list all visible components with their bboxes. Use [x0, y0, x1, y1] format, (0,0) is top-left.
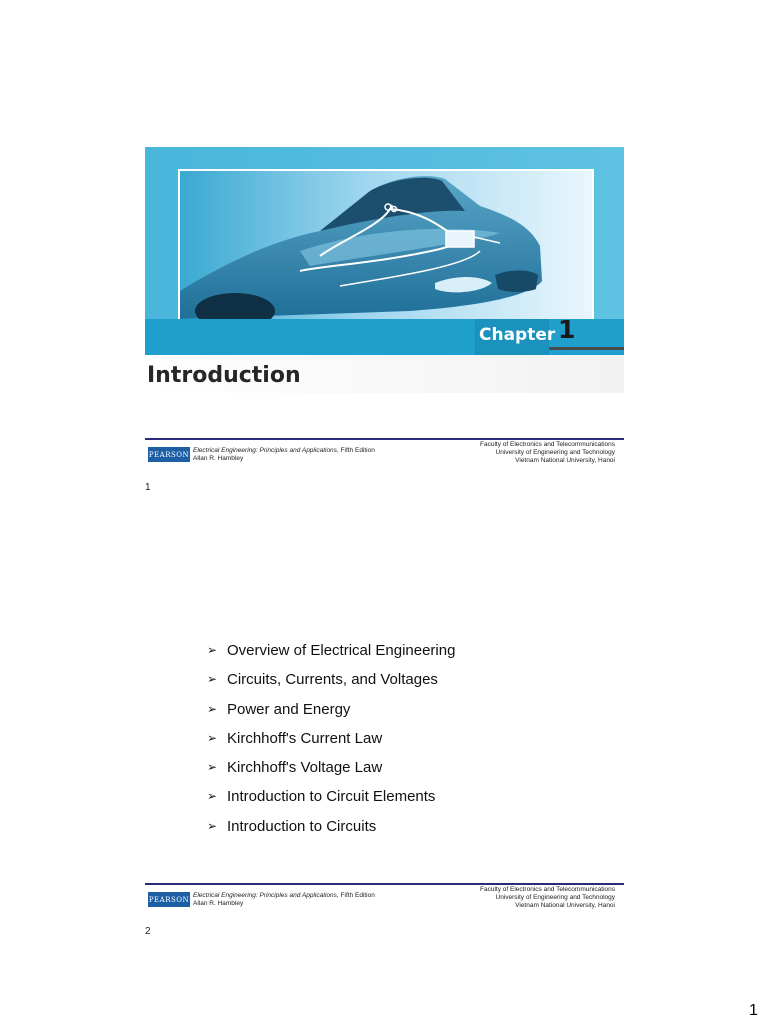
slide-2 [145, 590, 624, 920]
arrow-bullet-icon: ➢ [207, 730, 218, 745]
national-university-line: Vietnam National University, Hanoi [515, 457, 615, 464]
list-item [207, 753, 455, 782]
faculty-info [480, 441, 615, 465]
slide-1-page-number: 1 [145, 482, 151, 493]
list-item [207, 812, 455, 841]
faculty-info [480, 886, 615, 910]
list-item [207, 782, 455, 811]
university-line: University of Engineering and Technology [495, 449, 615, 456]
list-item-text: Kirchhoff's Voltage Law [227, 759, 383, 777]
chapter-underline [549, 347, 624, 350]
list-item-text: Overview of Electrical Engineering [227, 642, 456, 659]
arrow-bullet-icon: ➢ [207, 701, 218, 716]
university-line: University of Engineering and Technology [495, 894, 615, 901]
slide-title: Introduction [147, 363, 301, 388]
slide-footer [145, 438, 624, 472]
book-title: Electrical Engineering: Principles and Applications [193, 447, 337, 454]
list-item [207, 724, 455, 753]
arrow-bullet-icon: ➢ [207, 818, 218, 833]
book-citation [193, 447, 375, 463]
list-item [207, 636, 455, 665]
slide-footer [145, 883, 624, 917]
arrow-bullet-icon: ➢ [207, 643, 218, 657]
pearson-logo: PEARSON [148, 892, 190, 907]
car-illustration-icon [180, 171, 592, 319]
book-author: Allan R. Hambley [193, 900, 244, 907]
list-item [207, 695, 455, 724]
sheet-page-number: 1 [749, 1002, 758, 1019]
book-edition: , Fifth Edition [336, 447, 375, 454]
national-university-line: Vietnam National University, Hanoi [515, 902, 615, 909]
faculty-line: Faculty of Electronics and Telecommunications [480, 441, 615, 448]
list-item-text: Introduction to Circuits [227, 817, 377, 835]
list-item-text: Introduction to Circuit Elements [227, 788, 436, 806]
arrow-bullet-icon: ➢ [207, 789, 218, 804]
list-item [207, 665, 455, 694]
list-item-text: Kirchhoff's Current Law [227, 729, 383, 747]
list-item-text: Power and Energy [227, 700, 351, 718]
chapter-number: 1 [558, 315, 576, 344]
slide-2-page-number: 2 [145, 926, 151, 937]
book-citation [193, 892, 375, 908]
slide-1 [145, 147, 624, 464]
book-title: Electrical Engineering: Principles and Applications [193, 892, 337, 899]
book-edition: , Fifth Edition [336, 892, 375, 899]
faculty-line: Faculty of Electronics and Telecommunications [480, 886, 615, 893]
car-circuit-image [178, 169, 594, 321]
footer-rule [145, 438, 624, 440]
topic-list [207, 636, 455, 841]
footer-rule [145, 883, 624, 885]
chapter-label: Chapter [479, 325, 556, 345]
arrow-bullet-icon: ➢ [207, 672, 218, 687]
list-item-text: Circuits, Currents, and Voltages [227, 671, 438, 689]
book-author: Allan R. Hambley [193, 455, 244, 462]
arrow-bullet-icon: ➢ [207, 760, 218, 775]
pearson-logo: PEARSON [148, 447, 190, 462]
